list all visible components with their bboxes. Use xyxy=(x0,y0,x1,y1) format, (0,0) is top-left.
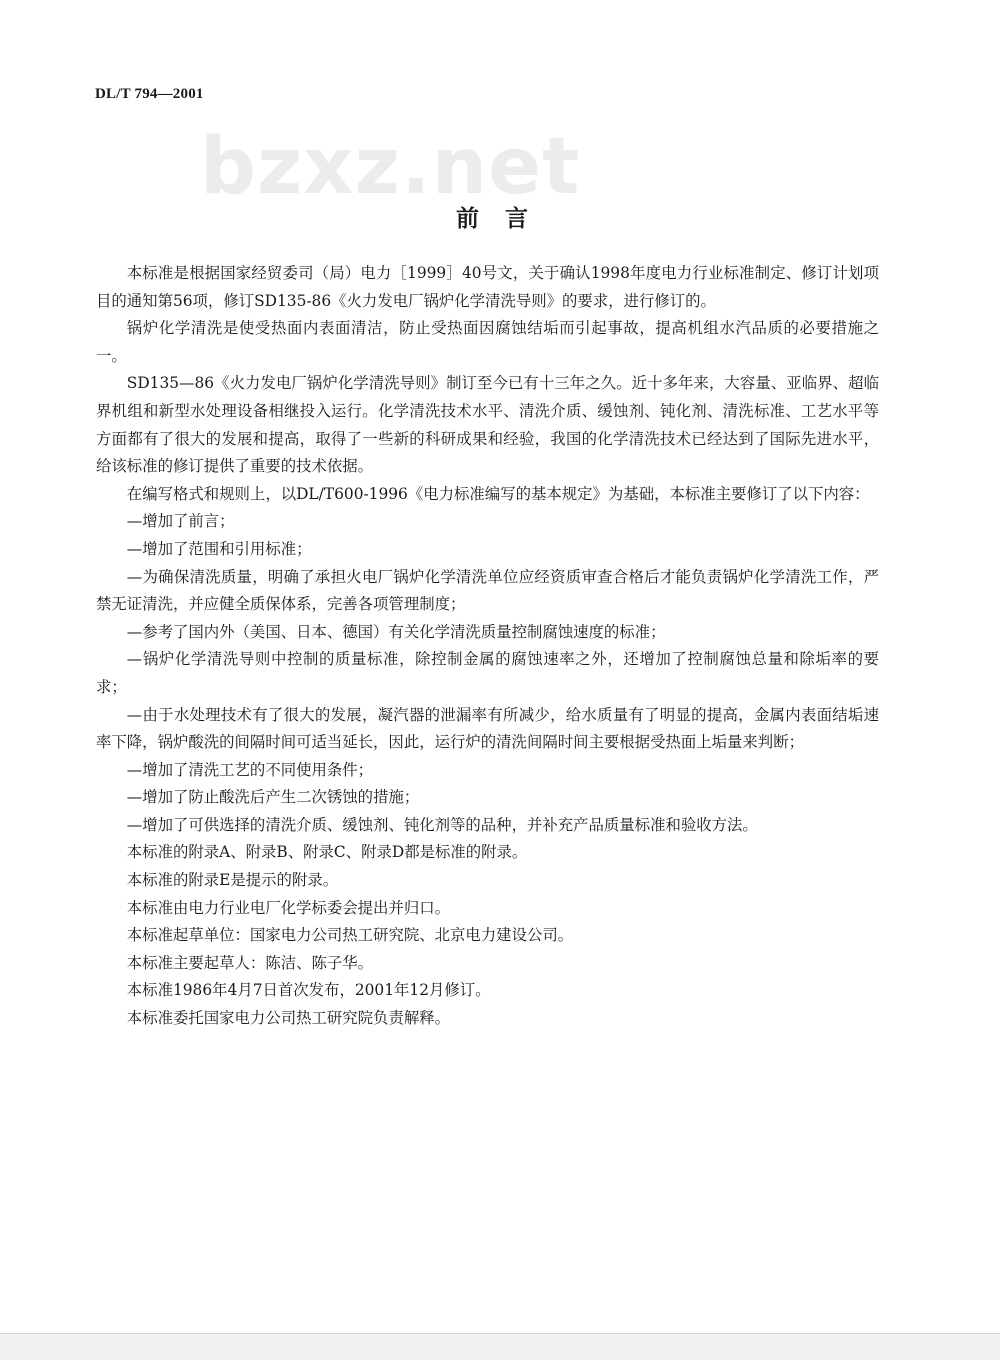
paragraph: 在编写格式和规则上，以DL/T600-1996《电力标准编写的基本规定》为基础，本标准主要修订了以下内容： xyxy=(126,484,870,503)
paragraph: 本标准主要起草人：陈洁、陈子华。 xyxy=(126,953,374,972)
paragraph: 锅炉化学清洗是使受热面内表面清洁，防止受热面因腐蚀结垢而引起事故，提高机组水汽品质的必要措施之一。 xyxy=(96,319,879,365)
viewer-bottom-bar xyxy=(0,1333,1000,1360)
paragraph: 本标准的附录E是提示的附录。 xyxy=(126,871,339,890)
paragraph: 本标准由电力行业电厂化学标委会提出并归口。 xyxy=(126,898,451,917)
page-title: 前言 xyxy=(456,205,554,232)
paragraph: 本标准委托国家电力公司热工研究院负责解释。 xyxy=(126,1009,451,1028)
paragraph: 本标准起草单位：国家电力公司热工研究院、北京电力建设公司。 xyxy=(126,926,574,945)
list-item: —增加了范围和引用标准； xyxy=(126,539,312,558)
list-item: —由于水处理技术有了很大的发展，凝汽器的泄漏率有所减少，给水质量有了明显的提高，金属内表面结垢速率下降，锅炉酸洗的间隔时间可适当延长，因此，运行炉的清洗间隔时间主要根据受热面上垢量来判断； xyxy=(96,705,879,752)
list-item: —参考了国内外（美国、日本、德国）有关化学清洗质量控制腐蚀速度的标准； xyxy=(126,622,666,641)
document-body xyxy=(96,260,879,1033)
paragraph: 本标准是根据国家经贸委司（局）电力［1999］40号文，关于确认1998年度电力行业标准制定、修订计划项目的通知第56项，修订SD135-86《火力发电厂锅炉化学清洗导则》的要求，进行修订的。 xyxy=(96,264,879,310)
list-item: —增加了可供选择的清洗介质、缓蚀剂、钝化剂等的品种，并补充产品质量标准和验收方法。 xyxy=(126,815,758,834)
list-item: —增加了清洗工艺的不同使用条件； xyxy=(126,760,374,779)
list-item: —为确保清洗质量，明确了承担火电厂锅炉化学清洗单位应经资质审查合格后才能负责锅炉化学清洗工作，严禁无证清洗，并应健全质保体系，完善各项管理制度； xyxy=(96,567,879,614)
paragraph: SD135—86《火力发电厂锅炉化学清洗导则》制订至今已有十三年之久。近十多年来，大容量、亚临界、超临界机组和新型水处理设备相继投入运行。化学清洗技术水平、清洗介质、缓蚀剂、钝化剂、清洗标准、工艺水平等方面都有了很大的发展和提高，取得了一些新的科研成果和经验，我国的化学清洗技术已经达到了国际先进水平，给该标准的修订提供了重要的技术依据。 xyxy=(96,374,879,476)
list-item: —增加了防止酸洗后产生二次锈蚀的措施； xyxy=(126,788,420,807)
paragraph: 本标准的附录A、附录B、附录C、附录D都是标准的附录。 xyxy=(126,843,528,862)
watermark: bzxz.net xyxy=(200,122,581,212)
document-code: DL/T 794—2001 xyxy=(95,86,204,102)
list-item: —锅炉化学清洗导则中控制的质量标准，除控制金属的腐蚀速率之外，还增加了控制腐蚀总量和除垢率的要求； xyxy=(96,650,879,696)
list-item: —增加了前言； xyxy=(126,512,235,531)
paragraph: 本标准1986年4月7日首次发布，2001年12月修订。 xyxy=(126,981,491,1000)
